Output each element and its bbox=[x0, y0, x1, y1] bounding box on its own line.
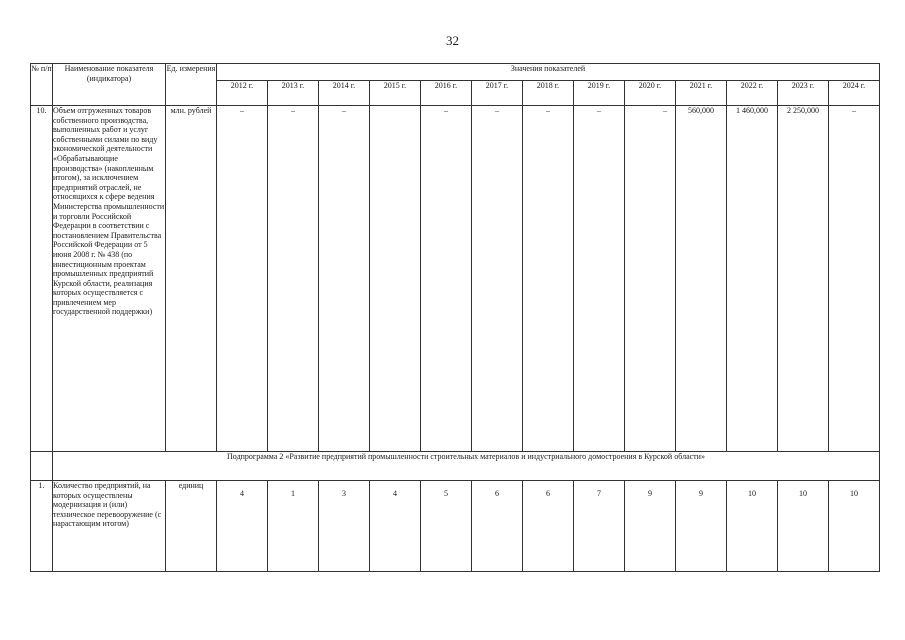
header-year: 2023 г. bbox=[778, 81, 829, 106]
header-year: 2022 г. bbox=[727, 81, 778, 106]
value-cell: 6 bbox=[472, 481, 523, 572]
value-cell: – bbox=[472, 106, 523, 452]
header-year: 2021 г. bbox=[676, 81, 727, 106]
value-cell: 6 bbox=[523, 481, 574, 572]
header-num: № п/п bbox=[31, 64, 53, 106]
header-unit: Ед. измерения bbox=[166, 64, 217, 106]
value-cell: 4 bbox=[217, 481, 268, 572]
unit-cell: млн. рублей bbox=[166, 106, 217, 452]
value-cell: 10 bbox=[727, 481, 778, 572]
header-year: 2016 г. bbox=[421, 81, 472, 106]
subprogram-title: Подпрограмма 2 «Развитие предприятий промышленности строительных материалов и индустриального домостроения в Курской области» bbox=[53, 452, 880, 481]
header-year: 2017 г. bbox=[472, 81, 523, 106]
value-cell: 10 bbox=[778, 481, 829, 572]
table-row bbox=[31, 481, 880, 572]
value-cell: 1 460,000 bbox=[727, 106, 778, 452]
value-cell: 9 bbox=[625, 481, 676, 572]
value-cell: 2 250,000 bbox=[778, 106, 829, 452]
value-cell: – bbox=[574, 106, 625, 452]
table-row bbox=[31, 106, 880, 452]
value-cell: 10 bbox=[829, 481, 880, 572]
page-number: 32 bbox=[446, 33, 459, 48]
value-cell: 1 bbox=[268, 481, 319, 572]
subprogram-row bbox=[31, 452, 880, 481]
unit-cell: единиц bbox=[166, 481, 217, 572]
indicators-table bbox=[30, 63, 880, 572]
value-cell: – bbox=[829, 106, 880, 452]
header-year: 2020 г. bbox=[625, 81, 676, 106]
value-cell: – bbox=[217, 106, 268, 452]
value-cell: – bbox=[421, 106, 472, 452]
row-number: 10. bbox=[31, 106, 53, 452]
value-cell: – bbox=[268, 106, 319, 452]
value-cell: 9 bbox=[676, 481, 727, 572]
header-values: Значения показателей bbox=[217, 64, 880, 81]
value-cell bbox=[370, 106, 421, 452]
header-year: 2015 г. bbox=[370, 81, 421, 106]
header-year: 2013 г. bbox=[268, 81, 319, 106]
value-cell: – bbox=[523, 106, 574, 452]
header-year: 2018 г. bbox=[523, 81, 574, 106]
value-cell: 3 bbox=[319, 481, 370, 572]
header-name: Наименование показателя (индикатора) bbox=[53, 64, 166, 106]
header-year: 2014 г. bbox=[319, 81, 370, 106]
header-year: 2012 г. bbox=[217, 81, 268, 106]
value-cell: 4 bbox=[370, 481, 421, 572]
indicator-name: Объем отгруженных товаров собственного производства, выполненных работ и услуг собственными силами по виду экономической деятельности «Обрабатывающие производства» (накопленным итогом), за исключением предприятий отраслей, не относящихся к сфере ведения Министерства промышленности и торговли Российской Федерации в соответствии с постановлением Правительства Российской Федерации от 5 июня 2008 г. № 438 (по инвестиционным проектам промышленных предприятий Курской области, реализация которых осуществляется с привлечением мер государственной поддержки) bbox=[53, 106, 166, 452]
row-number: 1. bbox=[31, 481, 53, 572]
header-year: 2024 г. bbox=[829, 81, 880, 106]
value-cell: 7 bbox=[574, 481, 625, 572]
empty-cell bbox=[31, 452, 53, 481]
value-cell: – bbox=[319, 106, 370, 452]
value-cell: – bbox=[625, 106, 676, 452]
indicator-name: Количество предприятий, на которых осуществлены модернизация и (или) техническое перевооружение (с нарастающим итогом) bbox=[53, 481, 166, 572]
value-cell: 5 bbox=[421, 481, 472, 572]
header-year: 2019 г. bbox=[574, 81, 625, 106]
value-cell: 560,000 bbox=[676, 106, 727, 452]
